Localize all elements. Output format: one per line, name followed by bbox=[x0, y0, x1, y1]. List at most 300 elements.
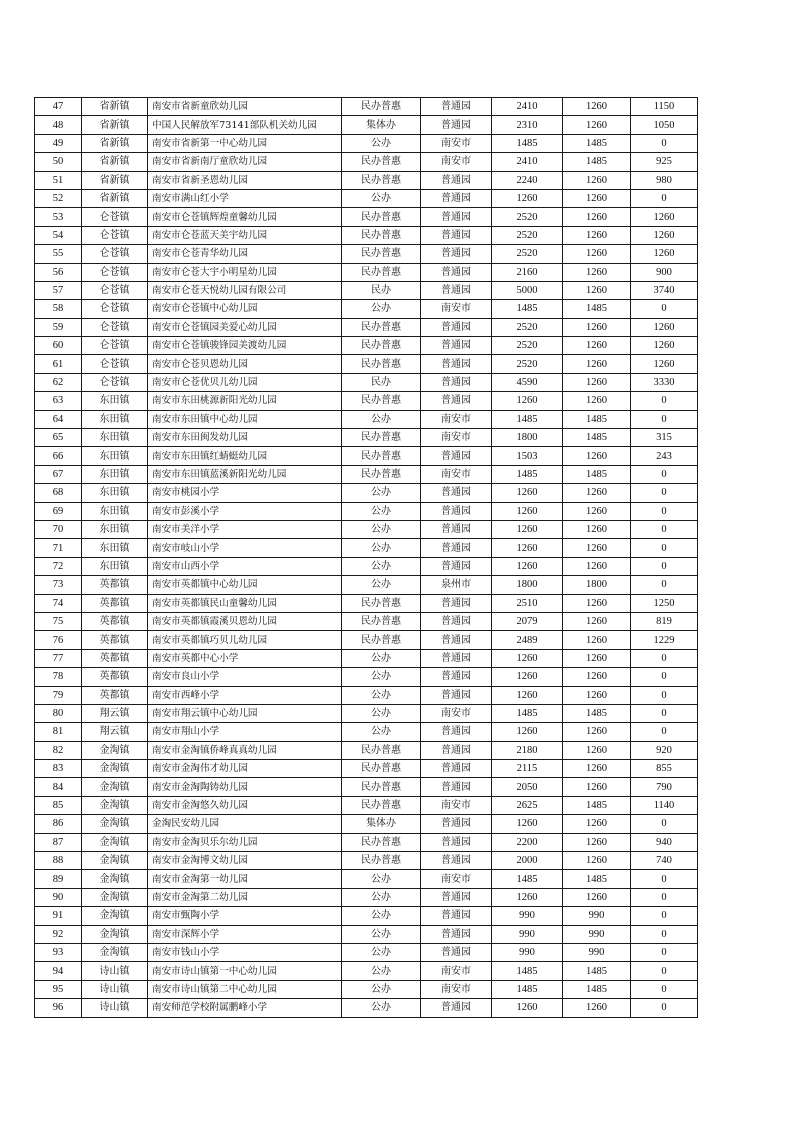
fee-standard-cell: 4590 bbox=[492, 373, 563, 391]
kindergarten-name-cell: 南安市彭溪小学 bbox=[148, 502, 342, 520]
table-row bbox=[35, 796, 698, 814]
row-index-cell: 84 bbox=[35, 778, 82, 796]
table-row bbox=[35, 852, 698, 870]
ownership-type-cell: 民办普惠 bbox=[342, 465, 421, 483]
grade-level-cell: 普通园 bbox=[421, 539, 492, 557]
kindergarten-name-cell: 南安市金淘博文幼儿园 bbox=[148, 852, 342, 870]
row-index-cell: 88 bbox=[35, 852, 82, 870]
difference-cell: 855 bbox=[631, 760, 698, 778]
row-index-cell: 76 bbox=[35, 631, 82, 649]
difference-cell: 243 bbox=[631, 447, 698, 465]
table-row bbox=[35, 649, 698, 667]
difference-cell: 740 bbox=[631, 852, 698, 870]
town-cell: 仑苍镇 bbox=[82, 337, 148, 355]
fee-standard-cell: 1485 bbox=[492, 870, 563, 888]
fee-standard-cell: 2050 bbox=[492, 778, 563, 796]
row-index-cell: 86 bbox=[35, 815, 82, 833]
row-index-cell: 70 bbox=[35, 520, 82, 538]
kindergarten-name-cell: 南安市山西小学 bbox=[148, 557, 342, 575]
fee-standard-cell: 1485 bbox=[492, 134, 563, 152]
table-row bbox=[35, 153, 698, 171]
kindergarten-name-cell: 南安市甄陶小学 bbox=[148, 907, 342, 925]
ownership-type-cell: 公办 bbox=[342, 888, 421, 906]
table-row bbox=[35, 962, 698, 980]
subsidy-cell: 1260 bbox=[563, 245, 631, 263]
fee-standard-cell: 1260 bbox=[492, 999, 563, 1017]
subsidy-cell: 1260 bbox=[563, 355, 631, 373]
difference-cell: 0 bbox=[631, 999, 698, 1017]
fee-standard-cell: 2625 bbox=[492, 796, 563, 814]
town-cell: 东田镇 bbox=[82, 410, 148, 428]
subsidy-cell: 990 bbox=[563, 907, 631, 925]
kindergarten-name-cell: 南安市省新第一中心幼儿园 bbox=[148, 134, 342, 152]
kindergarten-name-cell: 南安市仑苍青华幼儿园 bbox=[148, 245, 342, 263]
grade-level-cell: 普通园 bbox=[421, 594, 492, 612]
row-index-cell: 62 bbox=[35, 373, 82, 391]
difference-cell: 315 bbox=[631, 429, 698, 447]
row-index-cell: 96 bbox=[35, 999, 82, 1017]
grade-level-cell: 南安市 bbox=[421, 870, 492, 888]
grade-level-cell: 普通园 bbox=[421, 760, 492, 778]
difference-cell: 0 bbox=[631, 410, 698, 428]
fee-standard-cell: 2240 bbox=[492, 171, 563, 189]
grade-level-cell: 南安市 bbox=[421, 429, 492, 447]
difference-cell: 1260 bbox=[631, 208, 698, 226]
difference-cell: 0 bbox=[631, 943, 698, 961]
ownership-type-cell: 民办普惠 bbox=[342, 318, 421, 336]
row-index-cell: 95 bbox=[35, 980, 82, 998]
difference-cell: 980 bbox=[631, 171, 698, 189]
fee-standard-cell: 1260 bbox=[492, 520, 563, 538]
row-index-cell: 47 bbox=[35, 98, 82, 116]
table-row bbox=[35, 98, 698, 116]
fee-standard-cell: 2489 bbox=[492, 631, 563, 649]
fee-standard-cell: 1503 bbox=[492, 447, 563, 465]
subsidy-cell: 1260 bbox=[563, 263, 631, 281]
kindergarten-name-cell: 南安市英都中心小学 bbox=[148, 649, 342, 667]
table-row bbox=[35, 999, 698, 1017]
fee-standard-cell: 1260 bbox=[492, 815, 563, 833]
fee-standard-cell: 1260 bbox=[492, 539, 563, 557]
fee-standard-cell: 2520 bbox=[492, 318, 563, 336]
grade-level-cell: 南安市 bbox=[421, 410, 492, 428]
table-row bbox=[35, 612, 698, 630]
grade-level-cell: 普通园 bbox=[421, 447, 492, 465]
kindergarten-name-cell: 南安市英都镇中心幼儿园 bbox=[148, 576, 342, 594]
row-index-cell: 66 bbox=[35, 447, 82, 465]
table-body bbox=[35, 98, 698, 1018]
fee-standard-cell: 2520 bbox=[492, 226, 563, 244]
grade-level-cell: 普通园 bbox=[421, 907, 492, 925]
difference-cell: 0 bbox=[631, 539, 698, 557]
ownership-type-cell: 公办 bbox=[342, 649, 421, 667]
ownership-type-cell: 民办普惠 bbox=[342, 226, 421, 244]
town-cell: 省新镇 bbox=[82, 171, 148, 189]
kindergarten-name-cell: 南安市东田闽发幼儿园 bbox=[148, 429, 342, 447]
difference-cell: 1260 bbox=[631, 355, 698, 373]
town-cell: 英都镇 bbox=[82, 594, 148, 612]
kindergarten-name-cell: 南安市金淘伟才幼儿园 bbox=[148, 760, 342, 778]
town-cell: 英都镇 bbox=[82, 576, 148, 594]
table-row bbox=[35, 447, 698, 465]
ownership-type-cell: 民办普惠 bbox=[342, 447, 421, 465]
table-row bbox=[35, 907, 698, 925]
ownership-type-cell: 集体办 bbox=[342, 116, 421, 134]
table-row bbox=[35, 208, 698, 226]
town-cell: 诗山镇 bbox=[82, 980, 148, 998]
table-row bbox=[35, 373, 698, 391]
difference-cell: 1260 bbox=[631, 226, 698, 244]
town-cell: 金淘镇 bbox=[82, 778, 148, 796]
row-index-cell: 53 bbox=[35, 208, 82, 226]
kindergarten-name-cell: 南安市仑苍镇园美爱心幼儿园 bbox=[148, 318, 342, 336]
table-row bbox=[35, 300, 698, 318]
kindergarten-name-cell: 南安市仑苍天悦幼儿园有限公司 bbox=[148, 281, 342, 299]
town-cell: 金淘镇 bbox=[82, 888, 148, 906]
difference-cell: 0 bbox=[631, 189, 698, 207]
grade-level-cell: 南安市 bbox=[421, 300, 492, 318]
row-index-cell: 48 bbox=[35, 116, 82, 134]
subsidy-cell: 1260 bbox=[563, 189, 631, 207]
difference-cell: 0 bbox=[631, 815, 698, 833]
town-cell: 仑苍镇 bbox=[82, 300, 148, 318]
kindergarten-name-cell: 南安市金淘悠久幼儿园 bbox=[148, 796, 342, 814]
ownership-type-cell: 民办普惠 bbox=[342, 392, 421, 410]
table-row bbox=[35, 925, 698, 943]
town-cell: 东田镇 bbox=[82, 447, 148, 465]
row-index-cell: 82 bbox=[35, 741, 82, 759]
difference-cell: 0 bbox=[631, 925, 698, 943]
subsidy-cell: 1260 bbox=[563, 520, 631, 538]
ownership-type-cell: 公办 bbox=[342, 539, 421, 557]
difference-cell: 900 bbox=[631, 263, 698, 281]
ownership-type-cell: 公办 bbox=[342, 686, 421, 704]
kindergarten-name-cell: 南安市仑苍蓝天美宇幼儿园 bbox=[148, 226, 342, 244]
kindergarten-name-cell: 南安市诗山镇第一中心幼儿园 bbox=[148, 962, 342, 980]
row-index-cell: 75 bbox=[35, 612, 82, 630]
grade-level-cell: 普通园 bbox=[421, 337, 492, 355]
difference-cell: 0 bbox=[631, 668, 698, 686]
row-index-cell: 63 bbox=[35, 392, 82, 410]
table-row bbox=[35, 171, 698, 189]
grade-level-cell: 南安市 bbox=[421, 465, 492, 483]
subsidy-cell: 1260 bbox=[563, 392, 631, 410]
difference-cell: 0 bbox=[631, 686, 698, 704]
kindergarten-name-cell: 南安市东田镇中心幼儿园 bbox=[148, 410, 342, 428]
row-index-cell: 72 bbox=[35, 557, 82, 575]
ownership-type-cell: 民办 bbox=[342, 281, 421, 299]
subsidy-cell: 1800 bbox=[563, 576, 631, 594]
subsidy-cell: 1260 bbox=[563, 447, 631, 465]
table-row bbox=[35, 741, 698, 759]
fee-standard-cell: 990 bbox=[492, 943, 563, 961]
row-index-cell: 55 bbox=[35, 245, 82, 263]
subsidy-cell: 1485 bbox=[563, 870, 631, 888]
ownership-type-cell: 民办普惠 bbox=[342, 337, 421, 355]
ownership-type-cell: 民办普惠 bbox=[342, 263, 421, 281]
row-index-cell: 87 bbox=[35, 833, 82, 851]
subsidy-cell: 990 bbox=[563, 943, 631, 961]
subsidy-cell: 1260 bbox=[563, 557, 631, 575]
ownership-type-cell: 公办 bbox=[342, 134, 421, 152]
subsidy-cell: 1260 bbox=[563, 760, 631, 778]
difference-cell: 1150 bbox=[631, 98, 698, 116]
difference-cell: 3740 bbox=[631, 281, 698, 299]
fee-standard-cell: 2079 bbox=[492, 612, 563, 630]
grade-level-cell: 普通园 bbox=[421, 888, 492, 906]
town-cell: 英都镇 bbox=[82, 612, 148, 630]
ownership-type-cell: 公办 bbox=[342, 704, 421, 722]
row-index-cell: 57 bbox=[35, 281, 82, 299]
grade-level-cell: 南安市 bbox=[421, 962, 492, 980]
grade-level-cell: 普通园 bbox=[421, 263, 492, 281]
town-cell: 英都镇 bbox=[82, 668, 148, 686]
row-index-cell: 71 bbox=[35, 539, 82, 557]
town-cell: 金淘镇 bbox=[82, 907, 148, 925]
ownership-type-cell: 公办 bbox=[342, 557, 421, 575]
subsidy-cell: 1260 bbox=[563, 668, 631, 686]
kindergarten-name-cell: 南安师范学校附属鹏峰小学 bbox=[148, 999, 342, 1017]
row-index-cell: 61 bbox=[35, 355, 82, 373]
difference-cell: 790 bbox=[631, 778, 698, 796]
town-cell: 东田镇 bbox=[82, 465, 148, 483]
ownership-type-cell: 公办 bbox=[342, 484, 421, 502]
grade-level-cell: 普通园 bbox=[421, 999, 492, 1017]
town-cell: 仑苍镇 bbox=[82, 226, 148, 244]
difference-cell: 0 bbox=[631, 907, 698, 925]
grade-level-cell: 普通园 bbox=[421, 778, 492, 796]
fee-standard-cell: 2410 bbox=[492, 98, 563, 116]
grade-level-cell: 南安市 bbox=[421, 153, 492, 171]
fee-standard-cell: 1260 bbox=[492, 686, 563, 704]
grade-level-cell: 普通园 bbox=[421, 925, 492, 943]
ownership-type-cell: 公办 bbox=[342, 723, 421, 741]
row-index-cell: 81 bbox=[35, 723, 82, 741]
fee-table-sheet bbox=[34, 97, 697, 1018]
kindergarten-name-cell: 金淘民安幼儿园 bbox=[148, 815, 342, 833]
difference-cell: 0 bbox=[631, 576, 698, 594]
difference-cell: 819 bbox=[631, 612, 698, 630]
table-row bbox=[35, 980, 698, 998]
subsidy-cell: 1260 bbox=[563, 815, 631, 833]
table-row bbox=[35, 704, 698, 722]
table-row bbox=[35, 484, 698, 502]
ownership-type-cell: 民办普惠 bbox=[342, 98, 421, 116]
grade-level-cell: 普通园 bbox=[421, 373, 492, 391]
row-index-cell: 90 bbox=[35, 888, 82, 906]
row-index-cell: 64 bbox=[35, 410, 82, 428]
town-cell: 英都镇 bbox=[82, 631, 148, 649]
town-cell: 金淘镇 bbox=[82, 815, 148, 833]
subsidy-cell: 1260 bbox=[563, 631, 631, 649]
subsidy-cell: 990 bbox=[563, 925, 631, 943]
row-index-cell: 92 bbox=[35, 925, 82, 943]
grade-level-cell: 普通园 bbox=[421, 631, 492, 649]
subsidy-cell: 1260 bbox=[563, 281, 631, 299]
town-cell: 诗山镇 bbox=[82, 999, 148, 1017]
difference-cell: 0 bbox=[631, 962, 698, 980]
fee-standard-cell: 2160 bbox=[492, 263, 563, 281]
ownership-type-cell: 公办 bbox=[342, 943, 421, 961]
grade-level-cell: 普通园 bbox=[421, 281, 492, 299]
ownership-type-cell: 公办 bbox=[342, 962, 421, 980]
ownership-type-cell: 公办 bbox=[342, 999, 421, 1017]
kindergarten-name-cell: 南安市东田镇蓝溪新阳光幼儿园 bbox=[148, 465, 342, 483]
difference-cell: 1250 bbox=[631, 594, 698, 612]
difference-cell: 940 bbox=[631, 833, 698, 851]
grade-level-cell: 普通园 bbox=[421, 943, 492, 961]
town-cell: 英都镇 bbox=[82, 649, 148, 667]
difference-cell: 0 bbox=[631, 649, 698, 667]
grade-level-cell: 普通园 bbox=[421, 208, 492, 226]
town-cell: 仑苍镇 bbox=[82, 281, 148, 299]
grade-level-cell: 普通园 bbox=[421, 171, 492, 189]
ownership-type-cell: 民办普惠 bbox=[342, 833, 421, 851]
ownership-type-cell: 公办 bbox=[342, 189, 421, 207]
subsidy-cell: 1260 bbox=[563, 116, 631, 134]
difference-cell: 1260 bbox=[631, 337, 698, 355]
subsidy-cell: 1485 bbox=[563, 300, 631, 318]
row-index-cell: 51 bbox=[35, 171, 82, 189]
row-index-cell: 78 bbox=[35, 668, 82, 686]
subsidy-cell: 1260 bbox=[563, 649, 631, 667]
difference-cell: 1140 bbox=[631, 796, 698, 814]
row-index-cell: 69 bbox=[35, 502, 82, 520]
kindergarten-name-cell: 南安市仑苍镇中心幼儿园 bbox=[148, 300, 342, 318]
kindergarten-name-cell: 南安市诗山镇第二中心幼儿园 bbox=[148, 980, 342, 998]
subsidy-cell: 1260 bbox=[563, 612, 631, 630]
kindergarten-name-cell: 中国人民解放军73141部队机关幼儿园 bbox=[148, 116, 342, 134]
kindergarten-name-cell: 南安市仑苍大宇小明星幼儿园 bbox=[148, 263, 342, 281]
table-row bbox=[35, 557, 698, 575]
town-cell: 金淘镇 bbox=[82, 852, 148, 870]
fee-standard-cell: 1260 bbox=[492, 723, 563, 741]
row-index-cell: 68 bbox=[35, 484, 82, 502]
fee-standard-cell: 2000 bbox=[492, 852, 563, 870]
ownership-type-cell: 民办普惠 bbox=[342, 208, 421, 226]
ownership-type-cell: 集体办 bbox=[342, 815, 421, 833]
town-cell: 省新镇 bbox=[82, 116, 148, 134]
ownership-type-cell: 民办普惠 bbox=[342, 594, 421, 612]
grade-level-cell: 普通园 bbox=[421, 226, 492, 244]
table-row bbox=[35, 355, 698, 373]
kindergarten-name-cell: 南安市英都镇民山童馨幼儿园 bbox=[148, 594, 342, 612]
difference-cell: 0 bbox=[631, 484, 698, 502]
table-row bbox=[35, 631, 698, 649]
town-cell: 东田镇 bbox=[82, 557, 148, 575]
grade-level-cell: 普通园 bbox=[421, 392, 492, 410]
kindergarten-name-cell: 南安市良山小学 bbox=[148, 668, 342, 686]
table-row bbox=[35, 245, 698, 263]
subsidy-cell: 1260 bbox=[563, 208, 631, 226]
subsidy-cell: 1260 bbox=[563, 741, 631, 759]
kindergarten-name-cell: 南安市仑苍贝恩幼儿园 bbox=[148, 355, 342, 373]
fee-standard-cell: 2520 bbox=[492, 337, 563, 355]
table-row bbox=[35, 410, 698, 428]
table-row bbox=[35, 943, 698, 961]
table-row bbox=[35, 263, 698, 281]
ownership-type-cell: 民办普惠 bbox=[342, 741, 421, 759]
difference-cell: 0 bbox=[631, 980, 698, 998]
table-row bbox=[35, 888, 698, 906]
town-cell: 金淘镇 bbox=[82, 943, 148, 961]
table-row bbox=[35, 520, 698, 538]
town-cell: 仑苍镇 bbox=[82, 208, 148, 226]
row-index-cell: 91 bbox=[35, 907, 82, 925]
difference-cell: 1260 bbox=[631, 318, 698, 336]
town-cell: 东田镇 bbox=[82, 520, 148, 538]
subsidy-cell: 1485 bbox=[563, 410, 631, 428]
grade-level-cell: 泉州市 bbox=[421, 576, 492, 594]
row-index-cell: 49 bbox=[35, 134, 82, 152]
town-cell: 仑苍镇 bbox=[82, 245, 148, 263]
difference-cell: 920 bbox=[631, 741, 698, 759]
subsidy-cell: 1260 bbox=[563, 337, 631, 355]
ownership-type-cell: 公办 bbox=[342, 300, 421, 318]
kindergarten-name-cell: 南安市金淘陶铸幼儿园 bbox=[148, 778, 342, 796]
ownership-type-cell: 公办 bbox=[342, 576, 421, 594]
fee-standard-cell: 2520 bbox=[492, 208, 563, 226]
difference-cell: 0 bbox=[631, 502, 698, 520]
row-index-cell: 94 bbox=[35, 962, 82, 980]
subsidy-cell: 1260 bbox=[563, 171, 631, 189]
town-cell: 金淘镇 bbox=[82, 760, 148, 778]
row-index-cell: 56 bbox=[35, 263, 82, 281]
grade-level-cell: 普通园 bbox=[421, 852, 492, 870]
table-row bbox=[35, 594, 698, 612]
grade-level-cell: 南安市 bbox=[421, 980, 492, 998]
fee-standard-cell: 990 bbox=[492, 925, 563, 943]
fee-standard-cell: 1260 bbox=[492, 649, 563, 667]
fee-standard-cell: 1260 bbox=[492, 502, 563, 520]
table-row bbox=[35, 668, 698, 686]
ownership-type-cell: 公办 bbox=[342, 520, 421, 538]
grade-level-cell: 普通园 bbox=[421, 668, 492, 686]
difference-cell: 0 bbox=[631, 392, 698, 410]
table-row bbox=[35, 392, 698, 410]
grade-level-cell: 普通园 bbox=[421, 355, 492, 373]
difference-cell: 925 bbox=[631, 153, 698, 171]
table-row bbox=[35, 337, 698, 355]
ownership-type-cell: 公办 bbox=[342, 907, 421, 925]
row-index-cell: 89 bbox=[35, 870, 82, 888]
ownership-type-cell: 公办 bbox=[342, 870, 421, 888]
kindergarten-name-cell: 南安市满山红小学 bbox=[148, 189, 342, 207]
subsidy-cell: 1485 bbox=[563, 796, 631, 814]
subsidy-cell: 1260 bbox=[563, 833, 631, 851]
subsidy-cell: 1260 bbox=[563, 778, 631, 796]
table-row bbox=[35, 539, 698, 557]
ownership-type-cell: 公办 bbox=[342, 502, 421, 520]
row-index-cell: 54 bbox=[35, 226, 82, 244]
row-index-cell: 77 bbox=[35, 649, 82, 667]
town-cell: 金淘镇 bbox=[82, 833, 148, 851]
ownership-type-cell: 民办普惠 bbox=[342, 760, 421, 778]
grade-level-cell: 普通园 bbox=[421, 98, 492, 116]
subsidy-cell: 1485 bbox=[563, 704, 631, 722]
subsidy-cell: 1260 bbox=[563, 502, 631, 520]
fee-standard-cell: 2510 bbox=[492, 594, 563, 612]
subsidy-cell: 1485 bbox=[563, 980, 631, 998]
subsidy-cell: 1260 bbox=[563, 318, 631, 336]
town-cell: 省新镇 bbox=[82, 153, 148, 171]
kindergarten-name-cell: 南安市仑苍镇骏锋园美渡幼儿园 bbox=[148, 337, 342, 355]
fee-standard-cell: 2310 bbox=[492, 116, 563, 134]
ownership-type-cell: 民办普惠 bbox=[342, 171, 421, 189]
ownership-type-cell: 公办 bbox=[342, 668, 421, 686]
fee-standard-cell: 5000 bbox=[492, 281, 563, 299]
table-row bbox=[35, 502, 698, 520]
